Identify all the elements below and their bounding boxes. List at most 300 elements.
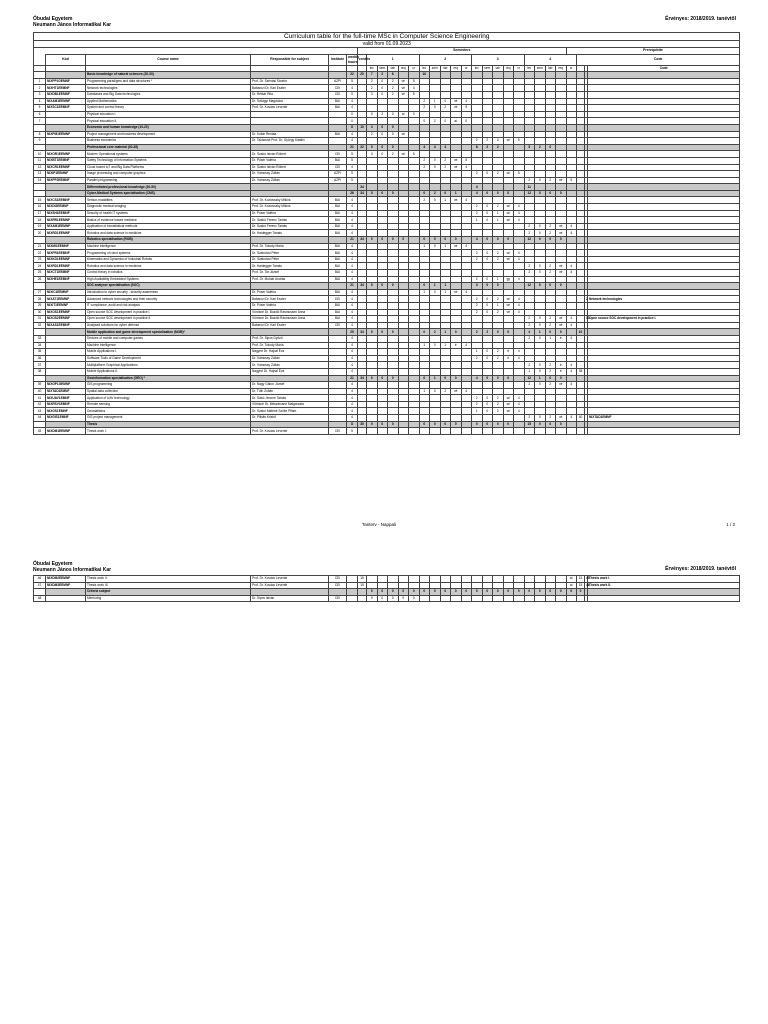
course-code — [46, 362, 86, 369]
sem3-req: vé — [503, 256, 514, 263]
sem2-lab — [440, 256, 451, 263]
sem4-sem — [535, 401, 546, 408]
course-code — [46, 144, 86, 151]
sem2-sem — [430, 230, 441, 237]
sem3-cr — [514, 421, 525, 428]
course-code: NIXCR1EEMNF — [46, 164, 86, 171]
sem2-lec: 1 — [419, 342, 430, 349]
sem4-req — [556, 243, 567, 250]
sem4-cr — [566, 289, 577, 296]
table-title: Curriculum table for the full-time MSc in Computer Science Engineering — [34, 33, 740, 41]
sem3-cr — [514, 342, 525, 349]
row-number: 27 — [34, 289, 46, 296]
sem2-lab — [440, 230, 451, 237]
sem1-lec: 2 — [367, 131, 378, 138]
sem4-lec — [524, 118, 535, 125]
responsible: Dr. Vámossy Zoltán — [251, 171, 329, 178]
sem1-lec — [367, 296, 378, 303]
credits — [358, 382, 367, 389]
sem3-sem — [482, 223, 493, 230]
university-name: Óbudai Egyetem — [33, 561, 73, 567]
sem2-sem — [430, 138, 441, 145]
weekly-hours: 4 — [347, 335, 358, 342]
sem4-lec — [524, 210, 535, 217]
sem3-sem — [482, 415, 493, 422]
course-row — [34, 118, 740, 125]
row-number: 30 — [34, 309, 46, 316]
sem3-lab — [493, 428, 504, 435]
sem1-lec — [367, 157, 378, 164]
course-name: Control theory in robotics — [86, 270, 251, 277]
institute — [329, 138, 347, 145]
row-number: 10 — [34, 151, 46, 158]
sem3-lec: 2 — [472, 256, 483, 263]
row-number — [34, 421, 46, 428]
semester-extra — [577, 595, 585, 602]
sem2-sem: 2 — [430, 329, 441, 336]
sem3-lab: 2 — [493, 250, 504, 257]
course-code: NIXDM1EEMNF — [46, 428, 86, 435]
sem3-lab — [493, 72, 504, 79]
sem2-cr — [461, 302, 472, 309]
sem1-req: vé — [398, 78, 409, 85]
sem1-sem: 0 — [377, 283, 388, 290]
sem3-sem — [482, 243, 493, 250]
sem1-req — [398, 302, 409, 309]
sem1-req: 0 — [398, 237, 409, 244]
sem4-sem — [535, 105, 546, 112]
sem1-sem — [377, 197, 388, 204]
sem3-req — [503, 362, 514, 369]
sem3-sem: 0 — [482, 355, 493, 362]
course-name: Business economics — [86, 138, 251, 145]
sem3-cr — [514, 362, 525, 369]
sem3-sem — [482, 335, 493, 342]
sub-header-lec: lec — [419, 65, 430, 72]
sem4-lec — [524, 395, 535, 402]
sem3-lec — [472, 157, 483, 164]
sem3-req — [503, 289, 514, 296]
credits — [358, 85, 367, 92]
row-number: 46 — [34, 576, 46, 583]
row-number: 26 — [34, 276, 46, 283]
sem2-lec — [419, 250, 430, 257]
prereq-name — [588, 256, 740, 263]
sem3-lab: 2 — [493, 144, 504, 151]
sem1-req: 0 — [398, 595, 409, 602]
sem4-lab: 0 — [545, 190, 556, 197]
sem4-req: vé — [556, 382, 567, 389]
sem4-lab: 2 — [545, 230, 556, 237]
credits — [358, 296, 367, 303]
sem3-sem — [482, 582, 493, 589]
sem2-cr — [461, 401, 472, 408]
sem4-cr — [566, 217, 577, 224]
sem1-sem — [377, 408, 388, 415]
responsible: Prof. Dr. Szénási Sándor — [251, 78, 329, 85]
sem3-lab — [493, 335, 504, 342]
sem3-req — [503, 105, 514, 112]
group-row — [34, 190, 740, 197]
sem3-lec — [472, 415, 483, 422]
sem3-lab: 0 — [493, 283, 504, 290]
semester-extra — [577, 250, 585, 257]
sem4-lec: 2 — [524, 263, 535, 270]
course-row — [34, 171, 740, 178]
prereq-name — [588, 395, 740, 402]
sem4-req — [556, 349, 567, 356]
prereq-name — [588, 329, 740, 336]
course-code: NIXPR1EEMNF — [46, 250, 86, 257]
course-name: Introduction to cyber security - security awareness — [86, 289, 251, 296]
institute — [329, 362, 347, 369]
sem4-cr: 4 — [566, 415, 577, 422]
sem4-req — [556, 98, 567, 105]
sem2-lec: 0 — [419, 375, 430, 382]
sem3-req: é — [503, 349, 514, 356]
course-row — [34, 270, 740, 277]
responsible: Prof. Dr. Kozlovszky Miklós — [251, 197, 329, 204]
sem1-sem — [377, 263, 388, 270]
course-name-header: Course name — [86, 54, 251, 65]
sem1-lab: 0 — [388, 283, 399, 290]
sem1-lec: 0 — [367, 329, 378, 336]
sem1-lab — [388, 217, 399, 224]
sem4-lab — [545, 98, 556, 105]
sem1-lec: 0 — [367, 190, 378, 197]
credits — [358, 197, 367, 204]
sem2-sem: 0 — [430, 289, 441, 296]
sem4-sem: 0 — [535, 421, 546, 428]
sem4-sem — [535, 91, 546, 98]
sem2-lab — [440, 349, 451, 356]
responsible: Prof. Dr. Tar József — [251, 270, 329, 277]
sem3-cr — [514, 230, 525, 237]
responsible — [251, 190, 329, 197]
sem3-lec: 2 — [472, 296, 483, 303]
responsible: Dr. Haidegger Tamás — [251, 263, 329, 270]
sem4-sem: 0 — [535, 322, 546, 329]
course-code — [46, 283, 86, 290]
sem4-cr — [566, 210, 577, 217]
sem4-sem: 0 — [535, 362, 546, 369]
credits — [358, 322, 367, 329]
course-code: NIXDM2EEMNF — [46, 576, 86, 583]
course-row — [34, 342, 740, 349]
credits — [358, 250, 367, 257]
responsible: Dr. Szabolcsi Péter — [251, 256, 329, 263]
sem3-lab — [493, 157, 504, 164]
semester-extra — [577, 388, 585, 395]
sem3-sem — [482, 111, 493, 118]
row-number — [34, 375, 46, 382]
semester-extra — [577, 72, 585, 79]
sem4-lec: 1 — [524, 368, 535, 375]
course-name: Project management and business development — [86, 131, 251, 138]
credits — [358, 151, 367, 158]
sem4-req — [556, 595, 567, 602]
group-title: Basic knowledge of natural sciences (20-30) — [86, 72, 251, 79]
sem1-cr — [409, 283, 420, 290]
credits — [358, 349, 367, 356]
sem3-lab — [493, 576, 504, 583]
prereq-name — [588, 164, 740, 171]
sem2-req: aí — [451, 118, 462, 125]
sem3-lec — [472, 289, 483, 296]
sem1-sem — [377, 204, 388, 211]
sem1-sem: 0 — [377, 329, 388, 336]
sem1-cr — [409, 355, 420, 362]
course-row — [34, 263, 740, 270]
sem3-lab — [493, 322, 504, 329]
sem3-lec — [472, 388, 483, 395]
sem3-sem — [482, 322, 493, 329]
weekly-hours: 5 — [347, 171, 358, 178]
sem4-lab — [545, 388, 556, 395]
institute — [329, 111, 347, 118]
course-code: NIXHT1EEMNF — [46, 85, 86, 92]
credits — [358, 256, 367, 263]
sem4-lab: 2 — [545, 177, 556, 184]
course-name: Robotics and data science in medicine — [86, 263, 251, 270]
responsible — [251, 237, 329, 244]
sem2-cr: 0 — [461, 589, 472, 596]
group-title: Mobile application and game development specialisation (MOB)* — [86, 329, 251, 336]
sem1-req — [398, 118, 409, 125]
semester-extra — [577, 237, 585, 244]
institute: BAI — [329, 131, 347, 138]
responsible — [251, 184, 329, 191]
sem1-lab — [388, 335, 399, 342]
sem1-cr — [409, 329, 420, 336]
sem2-req: vé — [451, 197, 462, 204]
sem1-cr — [409, 316, 420, 323]
sem1-cr — [409, 302, 420, 309]
sem4-lec: 2 — [524, 335, 535, 342]
sem4-lab — [545, 302, 556, 309]
course-row — [34, 256, 740, 263]
sem3-cr — [514, 382, 525, 389]
sem1-req — [398, 421, 409, 428]
course-code: NIXPM1EEMNF — [46, 131, 86, 138]
sem1-sem — [377, 157, 388, 164]
sem3-req — [503, 415, 514, 422]
sem3-lec — [472, 576, 483, 583]
sem3-lab — [493, 85, 504, 92]
sem3-sem: 0 — [482, 204, 493, 211]
course-code — [46, 118, 86, 125]
sem3-lec: 2 — [472, 355, 483, 362]
sem1-req — [398, 197, 409, 204]
sem3-sem — [482, 576, 493, 583]
sem4-req — [556, 250, 567, 257]
sem4-lab — [545, 91, 556, 98]
course-row — [34, 98, 740, 105]
sem3-req — [503, 270, 514, 277]
sem2-sem — [430, 401, 441, 408]
sem1-cr: 0 — [409, 589, 420, 596]
sem4-lec — [524, 131, 535, 138]
sem4-cr — [566, 296, 577, 303]
sem3-cr — [514, 177, 525, 184]
sem2-lec: 1 — [419, 289, 430, 296]
sem3-req: vé — [503, 296, 514, 303]
course-name: Spatial data collection — [86, 388, 251, 395]
sem2-lec — [419, 362, 430, 369]
semester-extra — [577, 408, 585, 415]
institute — [329, 388, 347, 395]
responsible: Dr. Tóth Zoltán — [251, 388, 329, 395]
sem2-req: 1 — [451, 190, 462, 197]
sem1-sem: 0 — [377, 131, 388, 138]
course-row — [34, 296, 740, 303]
course-name: Advanced network technologies and their security — [86, 296, 251, 303]
sem1-lec: 7 — [367, 72, 378, 79]
weekly-hours — [347, 582, 358, 589]
semester-extra — [577, 131, 585, 138]
row-number: 24 — [34, 263, 46, 270]
sem2-lab — [440, 78, 451, 85]
sem3-req — [503, 78, 514, 85]
sem2-lec — [419, 415, 430, 422]
group-row — [34, 184, 740, 191]
semester-extra — [577, 243, 585, 250]
sem3-lec: 2 — [472, 204, 483, 211]
weekly-hours: 21 — [347, 237, 358, 244]
sem4-sem: 0 — [535, 270, 546, 277]
sem1-req — [398, 335, 409, 342]
sem1-lec — [367, 243, 378, 250]
row-number: 43 — [34, 408, 46, 415]
sem1-req — [398, 296, 409, 303]
sem2-req: vé — [451, 157, 462, 164]
sem2-sem: 2 — [430, 190, 441, 197]
sem4-cr — [566, 118, 577, 125]
sem1-cr — [409, 382, 420, 389]
course-row — [34, 355, 740, 362]
semester-extra — [577, 184, 585, 191]
sem3-sem: 0 — [482, 349, 493, 356]
sem2-lec — [419, 316, 430, 323]
weekly-hours: 4 — [347, 210, 358, 217]
sem2-cr — [461, 355, 472, 362]
sem1-req: vé — [398, 131, 409, 138]
sem2-lab — [440, 368, 451, 375]
weekly-hours: 4 — [347, 105, 358, 112]
sem3-lab: 1 — [493, 210, 504, 217]
sem1-lab: 0 — [388, 124, 399, 131]
sem2-cr: 4 — [461, 243, 472, 250]
sem1-lab: 0 — [388, 421, 399, 428]
sem1-req — [398, 98, 409, 105]
sem2-cr — [461, 124, 472, 131]
sem1-lab — [388, 250, 399, 257]
sem3-req: vé — [503, 210, 514, 217]
weekly-hours: 5 — [347, 157, 358, 164]
semester-4-header: 4 — [524, 54, 577, 65]
sem1-lab — [388, 138, 399, 145]
weekly-hours: 4 — [347, 263, 358, 270]
sem1-cr: 5 — [409, 91, 420, 98]
institute — [329, 401, 347, 408]
sem1-req — [398, 276, 409, 283]
sem2-sem — [430, 349, 441, 356]
weekly-hours: 4 — [347, 204, 358, 211]
row-number: 7 — [34, 118, 46, 125]
sem1-lab — [388, 164, 399, 171]
sem1-req — [398, 375, 409, 382]
sem1-lec — [367, 223, 378, 230]
sem4-lec — [524, 105, 535, 112]
sem2-req — [451, 138, 462, 145]
sem3-lec — [472, 582, 483, 589]
sem2-cr — [461, 111, 472, 118]
sem3-req: vé — [503, 217, 514, 224]
institute: CEI — [329, 151, 347, 158]
course-name: Mentoring — [86, 595, 251, 602]
sem2-sem: 1 — [430, 98, 441, 105]
sem1-lab — [388, 230, 399, 237]
credits — [358, 157, 367, 164]
sem3-cr: 4 — [514, 276, 525, 283]
sem4-lab — [545, 151, 556, 158]
sem3-lab — [493, 184, 504, 191]
sem4-sem — [535, 595, 546, 602]
institute: BAI — [329, 276, 347, 283]
course-code: NIXUAV1EMNF — [46, 395, 86, 402]
sem3-cr: 4 — [514, 204, 525, 211]
sem3-sem — [482, 124, 493, 131]
institute — [329, 382, 347, 389]
sem2-lab — [440, 131, 451, 138]
course-code: NIXRD1EEMNF — [46, 230, 86, 237]
sem4-sem — [535, 388, 546, 395]
sem2-req — [451, 368, 462, 375]
credits: 22 — [358, 144, 367, 151]
institute — [329, 395, 347, 402]
sem4-req — [556, 428, 567, 435]
sem2-lec — [419, 171, 430, 178]
sem2-cr — [461, 316, 472, 323]
sem4-lec — [524, 349, 535, 356]
sem2-cr: 4 — [461, 388, 472, 395]
sem3-sem: 0 — [482, 190, 493, 197]
sem1-req — [398, 164, 409, 171]
sem1-sem — [377, 210, 388, 217]
sem2-sem — [430, 408, 441, 415]
sem1-lec — [367, 428, 378, 435]
sem1-sem — [377, 401, 388, 408]
sem1-lec — [367, 118, 378, 125]
sem2-lab — [440, 210, 451, 217]
semester-extra — [577, 91, 585, 98]
sem1-cr — [409, 210, 420, 217]
sem4-lab: 0 — [545, 283, 556, 290]
row-number: 21 — [34, 243, 46, 250]
sem2-lec — [419, 401, 430, 408]
sem3-lec — [472, 382, 483, 389]
credits — [358, 131, 367, 138]
sem4-lec — [524, 401, 535, 408]
sem1-req — [398, 428, 409, 435]
sem4-lec: 12 — [524, 237, 535, 244]
sem2-sem: 0 — [430, 157, 441, 164]
sem4-lab — [545, 204, 556, 211]
prereq-name — [588, 157, 740, 164]
sem3-sem — [482, 368, 493, 375]
sem1-req — [398, 401, 409, 408]
sem1-req — [398, 309, 409, 316]
